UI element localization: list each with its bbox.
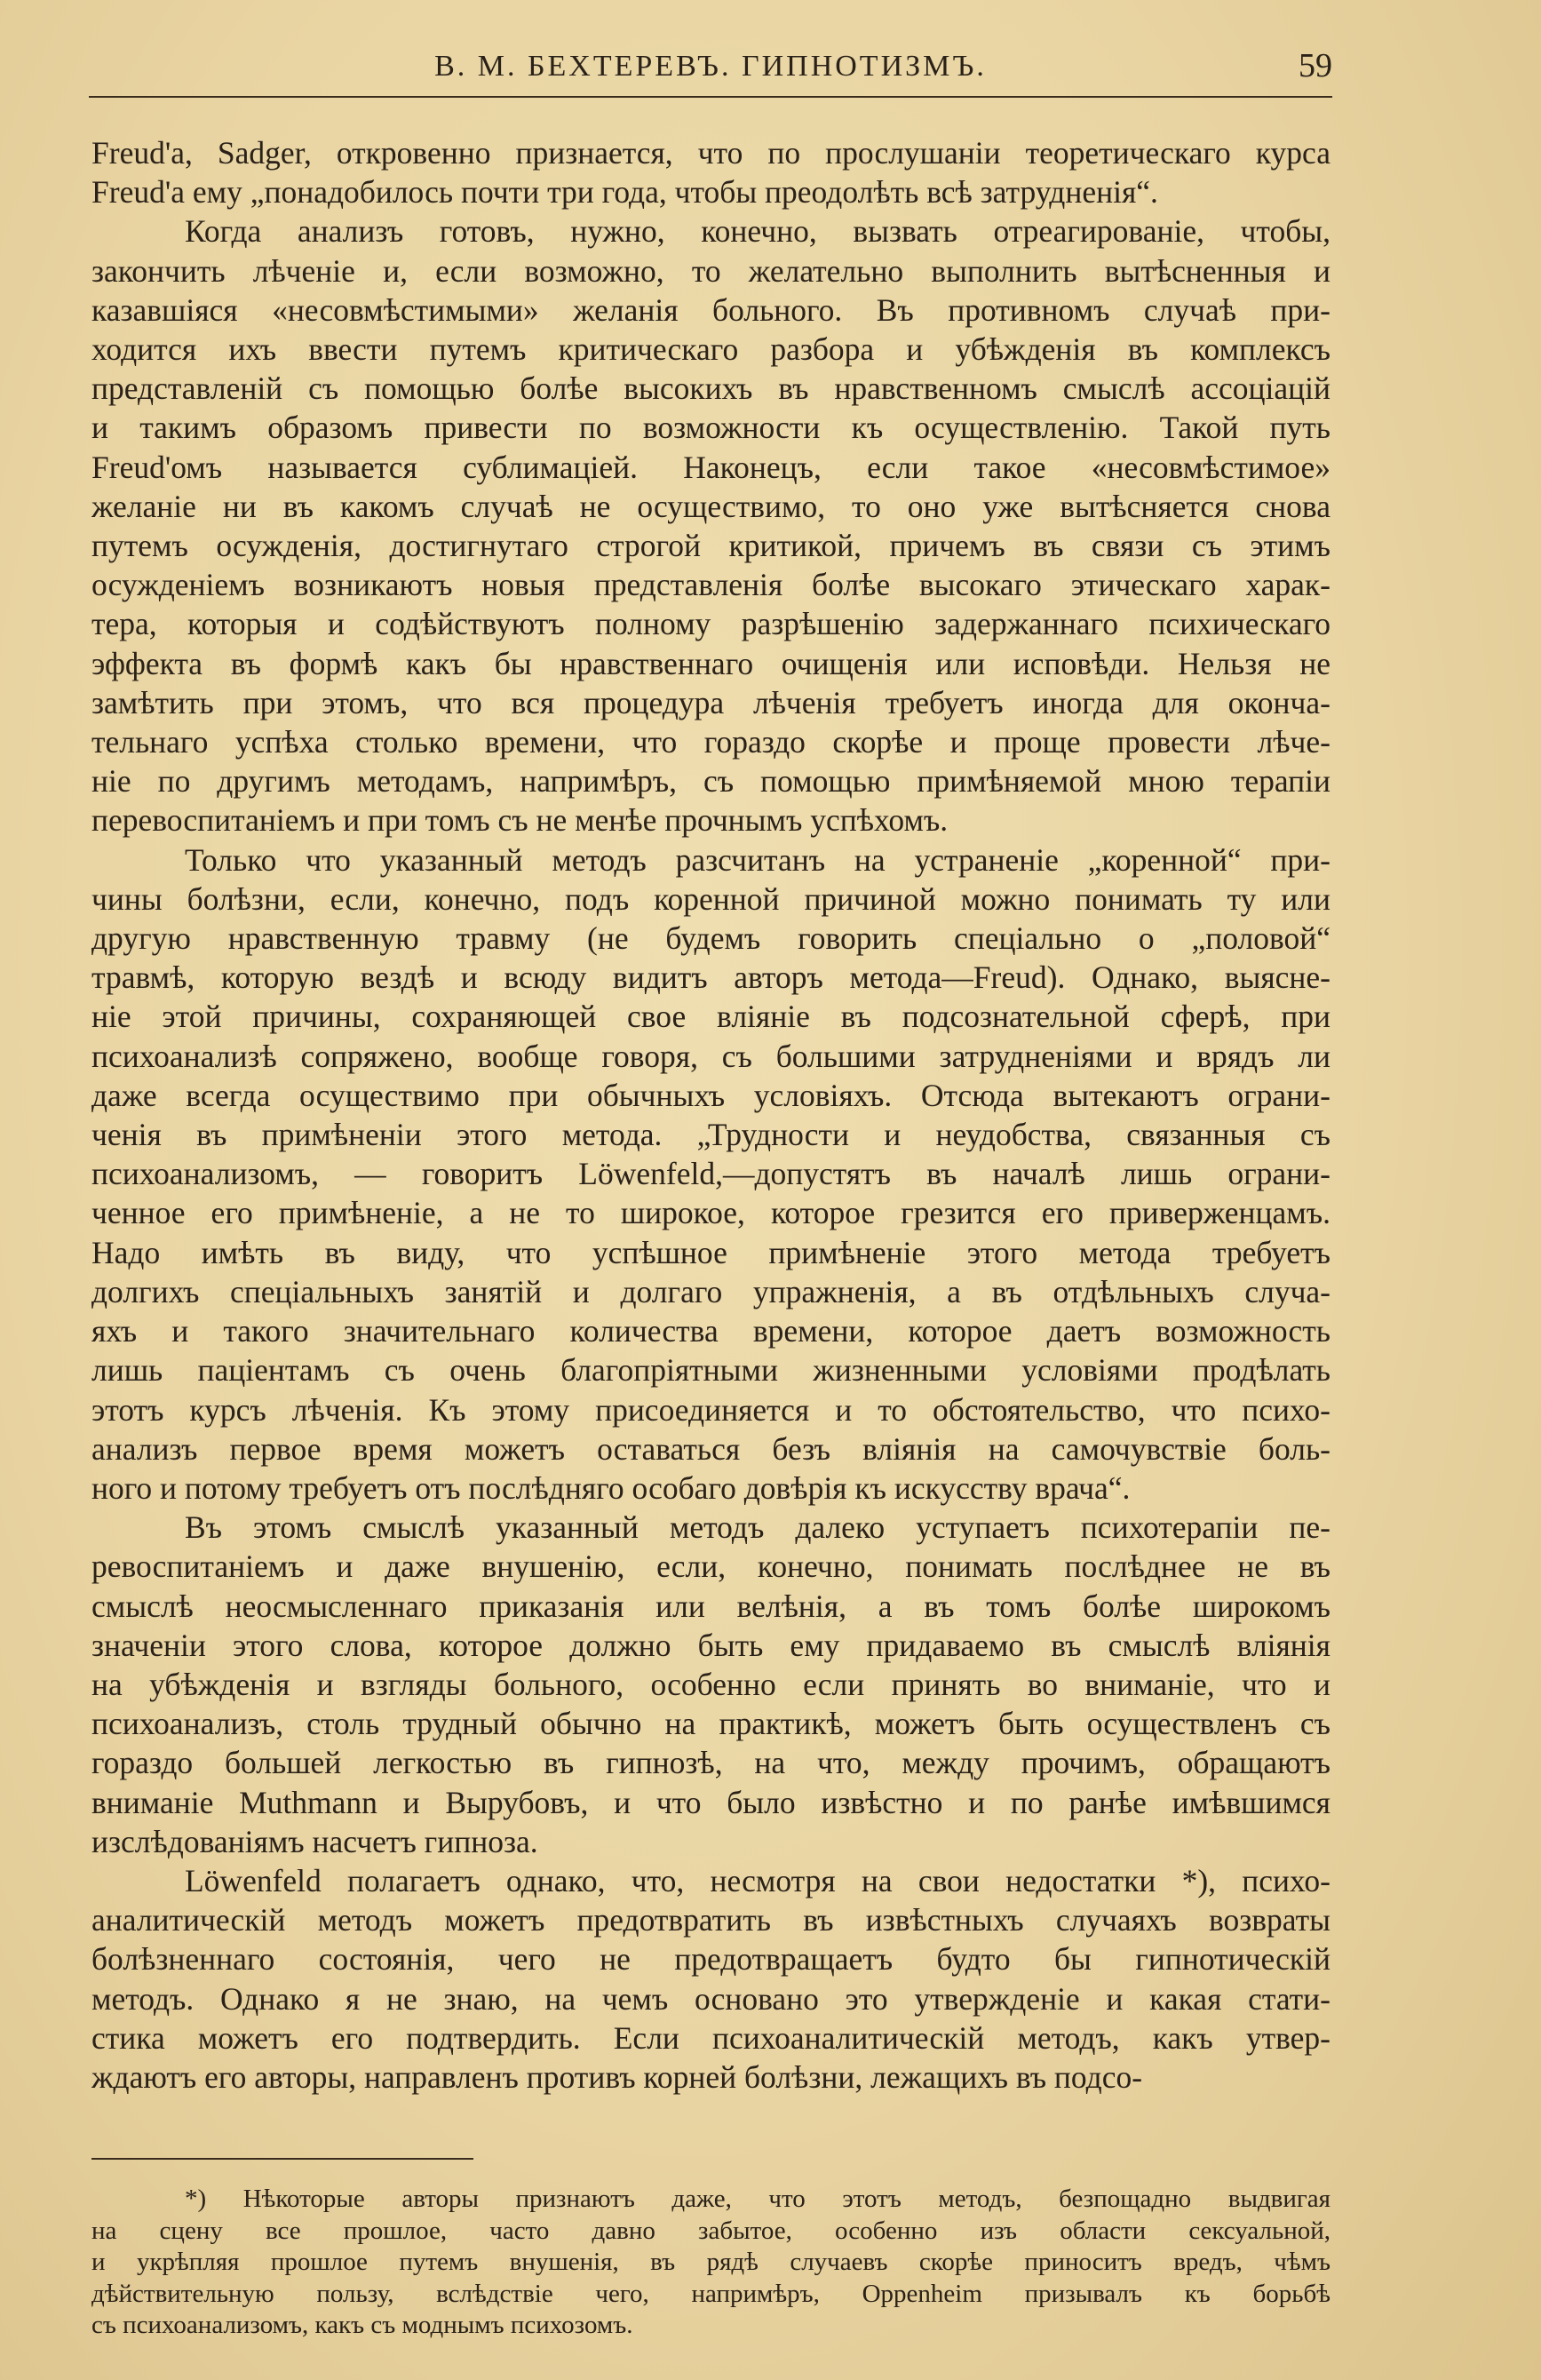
footnote [91,2184,1331,2342]
paragraph [91,1861,1331,2097]
text-line: Въ этомъ смыслѣ указанный методъ далеко уступаетъ психотерапіи пе- [185,1509,1331,1546]
text-line: представленій съ помощью болѣе высокихъ въ нравственномъ смыслѣ ассоціацій [91,370,1331,407]
text-line: на убѣжденія и взгляды больного, особенно если принять во вниманіе, что и [91,1666,1331,1702]
text-line: травмѣ, которую вездѣ и всюду видитъ авторъ метода—Freud). Однако, выясне- [91,959,1331,996]
footnote-rule [91,2158,473,2160]
text-line: даже всегда осуществимо при обычныхъ условіяхъ. Отсюда вытекаютъ ограни- [91,1077,1331,1113]
text-line: Freud'а, Sadger, откровенно признается, что по прослушаніи теоретическаго курса [91,135,1331,171]
footnote-line: *) Нѣкоторые авторы признаютъ даже, что этотъ методъ, безпощадно выдвигая [185,2185,1331,2213]
text-line: смыслѣ неосмысленнаго приказанія или велѣнія, а въ томъ болѣе широкомъ [91,1588,1331,1624]
text-line: психоанализомъ, — говоритъ Löwenfeld,—допустятъ въ началѣ лишь ограни- [91,1156,1331,1192]
footnote-line: на сцену все прошлое, часто давно забытое, особенно изъ области сексуальной, [91,2216,1331,2245]
text-line: перевоспитаніемъ и при томъ съ не менѣе прочнымъ успѣхомъ. [91,802,949,839]
text-line: и такимъ образомъ привести по возможности къ осуществленію. Такой путь [91,410,1331,446]
text-line: значеніи этого слова, которое должно быть ему придаваемо въ смыслѣ вліянія [91,1627,1331,1663]
text-line: желаніе ни въ какомъ случаѣ не осуществимо, то оно уже вытѣсняется снова [91,488,1331,524]
text-line: Freud'омъ называется сублимаціей. Наконецъ, если такое «несовмѣстимое» [91,449,1331,485]
text-line: лишь паціентамъ съ очень благопріятными жизненными условіями продѣлать [91,1352,1331,1389]
text-line: чины болѣзни, если, конечно, подъ коренной причиной можно понимать ту или [91,880,1331,917]
text-line: психоанализѣ сопряжено, вообще говоря, съ большими затрудненіями и врядъ ли [91,1038,1331,1074]
text-line: изслѣдованіямъ насчетъ гипноза. [91,1823,538,1859]
paragraph [91,1508,1331,1861]
text-line: стика можетъ его подтвердить. Если психоаналитическій методъ, какъ утвер- [91,2019,1331,2056]
text-line: ченное его примѣненіе, а не то широкое, которое грезится его приверженцамъ. [91,1195,1331,1231]
body-text [91,133,1331,2097]
text-line: долгихъ спеціальныхъ занятій и долгаго упражненія, а въ отдѣльныхъ случа- [91,1273,1331,1309]
text-line: другую нравственную травму (не будемъ говорить спеціально о „половой“ [91,920,1331,957]
page-number: 59 [1299,47,1332,84]
text-line: казавшіяся «несовмѣстимыми» желанія больного. Въ противномъ случаѣ при- [91,291,1331,328]
running-header [89,43,1332,98]
text-line: ревоспитаніемъ и даже внушенію, если, конечно, понимать послѣднее не въ [91,1548,1331,1585]
text-line: путемъ осужденія, достигнутаго строгой критикой, причемъ въ связи съ этимъ [91,528,1331,564]
text-line: ного и потому требуетъ отъ послѣдняго особаго довѣрія къ искусству врача“. [91,1469,1131,1506]
text-line: эффекта въ формѣ какъ бы нравственнаго очищенія или исповѣди. Нельзя не [91,645,1331,681]
text-line: анализъ первое время можетъ оставаться безъ вліянія на самочувствіе боль- [91,1430,1331,1467]
text-line: этотъ курсъ лѣченія. Къ этому присоединяется и то обстоятельство, что психо- [91,1391,1331,1428]
text-line: Только что указанный методъ разсчитанъ на устраненіе „коренной“ при- [185,841,1331,878]
text-line: ніе этой причины, сохраняющей свое вліяніе въ подсознательной сферѣ, при [91,999,1331,1035]
text-line: закончить лѣченіе и, если возможно, то желательно выполнить вытѣсненныя и [91,252,1331,289]
text-line: осужденіемъ возникаютъ новыя представленія болѣе высокаго этическаго харак- [91,567,1331,603]
text-line: вниманіе Muthmann и Вырубовъ, и что было извѣстно и по ранѣе имѣвшимся [91,1784,1331,1820]
text-line: ходится ихъ ввести путемъ критическаго разбора и убѣжденія въ комплексъ [91,331,1331,368]
footnote-line: съ психоанализомъ, какъ съ моднымъ психозомъ. [91,2311,633,2339]
paragraph [91,133,1331,211]
text-line: Freud'а ему „понадобилось почти три года, чтобы преодолѣть всѣ затрудненія“. [91,174,1158,211]
text-line: Löwenfeld полагаетъ однако, что, несмотря на свои недостатки *), психо- [185,1862,1331,1898]
text-line: гораздо большей легкостью въ гипнозѣ, на что, между прочимъ, обращаютъ [91,1745,1331,1781]
text-line: яхъ и такого значительнаго количества времени, которое даетъ возможность [91,1313,1331,1349]
text-line: Когда анализъ готовъ, нужно, конечно, вызвать отреагированіе, чтобы, [185,213,1331,250]
footnote-line: и укрѣпляя прошлое путемъ внушенія, въ рядѣ случаевъ скорѣе приноситъ вредъ, чѣмъ [91,2248,1331,2276]
text-line: замѣтить при этомъ, что вся процедура лѣченія требуетъ иногда для оконча- [91,684,1331,720]
paragraph [91,211,1331,840]
text-line: болѣзненнаго состоянія, чего не предотвращаетъ будто бы гипнотическій [91,1941,1331,1978]
text-line: ніе по другимъ методамъ, напримѣръ, съ помощью примѣняемой мною терапіи [91,763,1331,800]
text-line: Надо имѣть въ виду, что успѣшное примѣненіе этого метода требуетъ [91,1234,1331,1270]
text-line: ждаютъ его авторы, направленъ противъ корней болѣзни, лежащихъ въ подсо- [91,2058,1143,2095]
paragraph [91,840,1331,1508]
text-line: методъ. Однако я не знаю, на чемъ основано это утвержденіе и какая стати- [91,1980,1331,2017]
text-line: психоанализъ, столь трудный обычно на практикѣ, можетъ быть осуществленъ съ [91,1706,1331,1742]
text-line: аналитическій методъ можетъ предотвратить въ извѣстныхъ случаяхъ возвраты [91,1902,1331,1938]
text-line: тельнаго успѣха столько времени, что гораздо скорѣе и проще провести лѣче- [91,724,1331,760]
running-title: В. М. БЕХТЕРЕВЪ. ГИПНОТИЗМЪ. [434,50,987,83]
text-line: ченія въ примѣненіи этого метода. „Трудности и неудобства, связанныя съ [91,1117,1331,1153]
footnote-line: дѣйствительную пользу, вслѣдствіе чего, напримѣръ, Oppenheim призывалъ къ борьбѣ [91,2279,1331,2308]
text-line: тера, которыя и содѣйствуютъ полному разрѣшенію задержаннаго психическаго [91,606,1331,642]
